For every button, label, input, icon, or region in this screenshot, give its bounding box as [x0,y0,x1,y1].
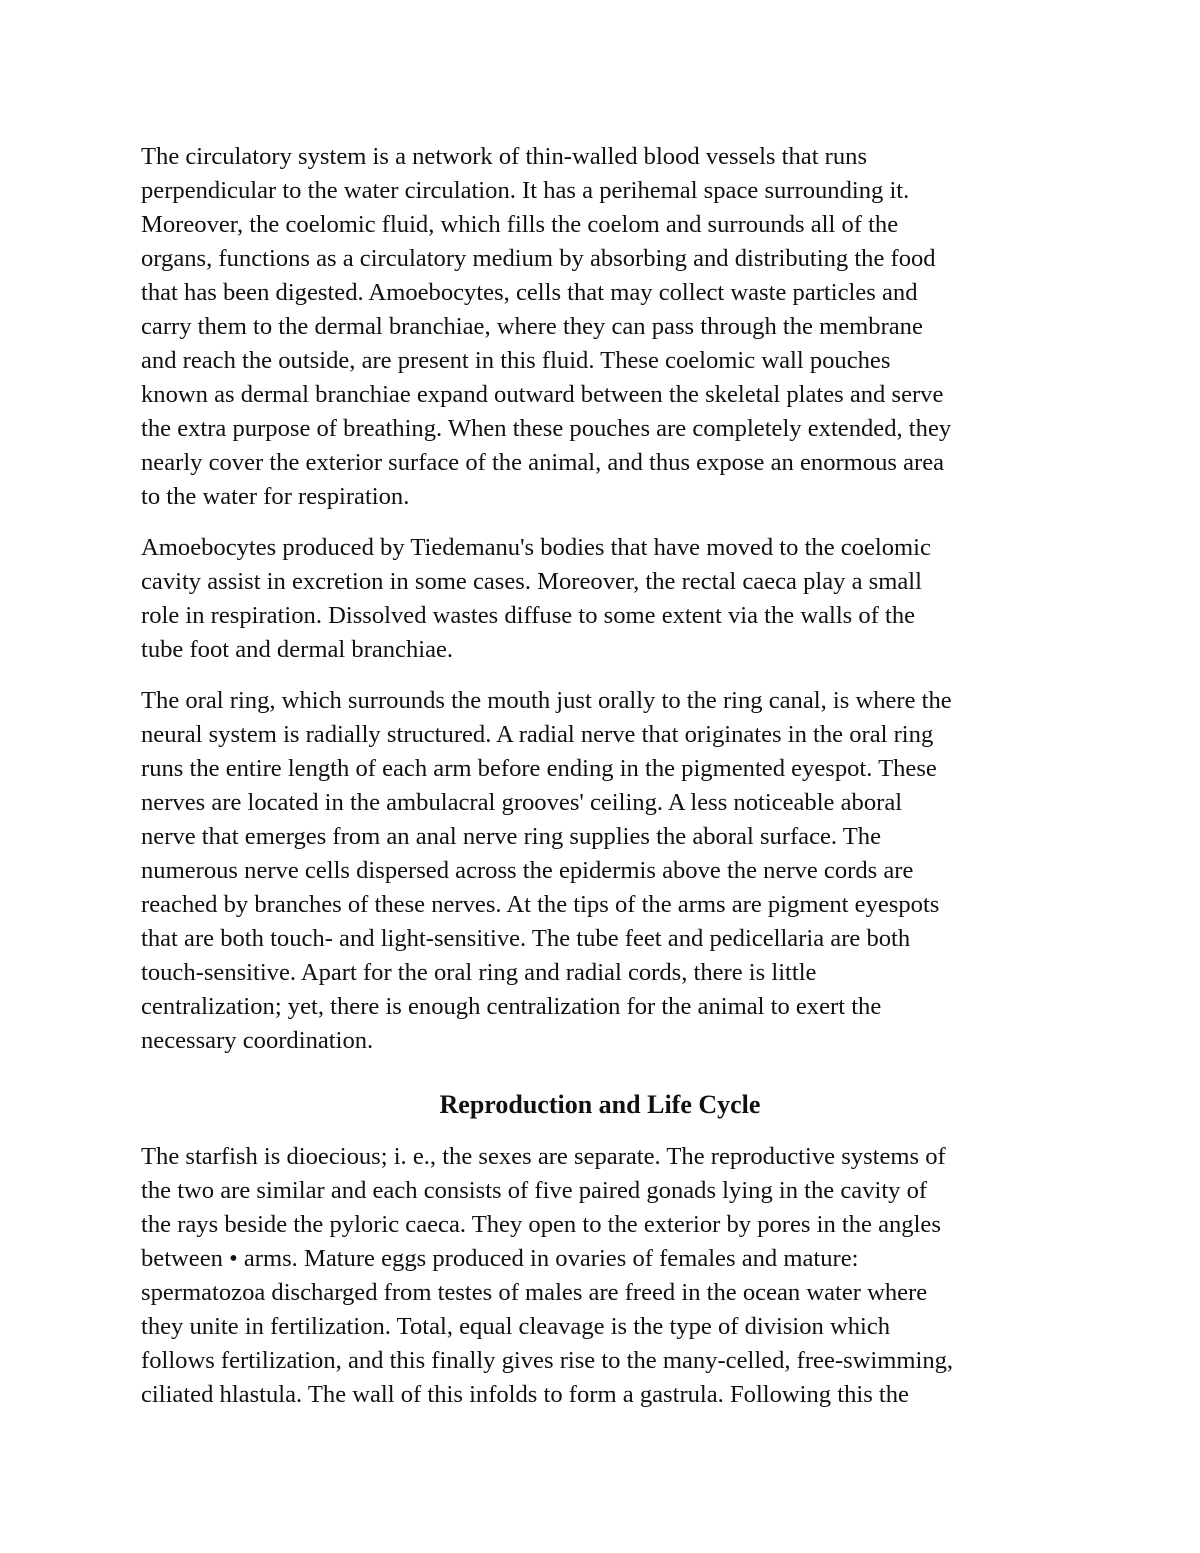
paragraph-circulatory-system: The circulatory system is a network of thin-walled blood vessels that runs perpendicular to the water circulation. It has a perihemal space surrounding it. Moreover, the coelomic fluid, which fills the coelom and surrounds all of the organs, functions as a circulatory medium by absorbing and distributing the food that has been digested. Amoebocytes, cells that may collect waste particles and carry them to the dermal branchiae, where they can pass through the membrane and reach the outside, are present in this fluid. These coelomic wall pouches known as dermal branchiae expand outward between the skeletal plates and serve the extra purpose of breathing. When these pouches are completely extended, they nearly cover the exterior surface of the animal, and thus expose an enormous area to the water for respiration. [141,143,952,510]
paragraph-nervous-system: The oral ring, which surrounds the mouth just orally to the ring canal, is where the neural system is radially structured. A radial nerve that originates in the oral ring runs the entire length of each arm before ending in the pigmented eyespot. These nerves are located in the ambulacral grooves' ceiling. A less noticeable aboral nerve that emerges from an anal nerve ring supplies the aboral surface. The numerous nerve cells dispersed across the epidermis above the nerve cords are reached by branches of these nerves. At the tips of the arms are pigment eyespots that are both touch- and light-sensitive. The tube feet and pedicellaria are both touch-sensitive. Apart for the oral ring and radial cords, there is little centralization; yet, there is enough centralization for the animal to exert the necessary coordination. [141,687,952,1054]
paragraph-reproduction: The starfish is dioecious; i. e., the sexes are separate. The reproductive systems of the two are similar and each consists of five paired gonads lying in the cavity of the rays beside the pyloric caeca. They open to the exterior by pores in the angles between • arms. Mature eggs produced in ovaries of females and mature: spermatozoa discharged from testes of males are freed in the ocean water where they unite in fertilization. Total, equal cleavage is the type of division which follows fertilization, and this finally gives rise to the many-celled, free-swimming, ciliated hlastula. The wall of this infolds to form a gastrula. Following this the [141,1143,954,1408]
document-body [141,140,1059,1429]
section-heading: Reproduction and Life Cycle [439,1090,761,1119]
paragraph-excretion: Amoebocytes produced by Tiedemanu's bodies that have moved to the coelomic cavity assist in excretion in some cases. Moreover, the rectal caeca play a small role in respiration. Dissolved wastes diffuse to some extent via the walls of the tube foot and dermal branchiae. [141,534,931,663]
